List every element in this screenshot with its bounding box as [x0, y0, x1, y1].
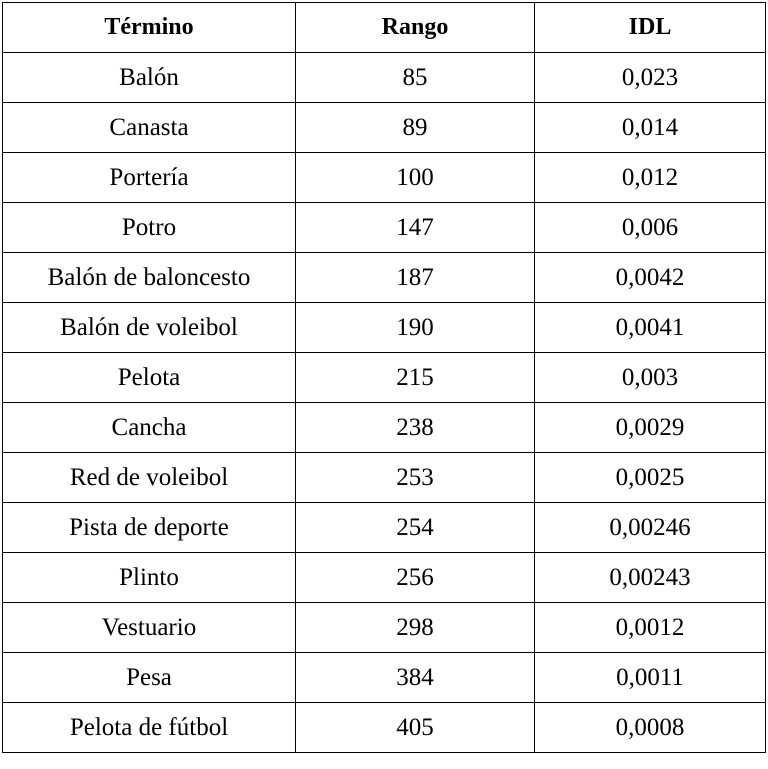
cell-rango: 384 [296, 653, 535, 703]
cell-rango: 256 [296, 553, 535, 603]
table-row [3, 253, 766, 303]
cell-idl: 0,014 [535, 103, 766, 153]
cell-idl: 0,012 [535, 153, 766, 203]
terms-table [2, 2, 766, 753]
cell-rango: 187 [296, 253, 535, 303]
cell-idl: 0,00246 [535, 503, 766, 553]
cell-rango: 215 [296, 353, 535, 403]
cell-termino: Vestuario [3, 603, 296, 653]
cell-rango: 147 [296, 203, 535, 253]
cell-termino: Pesa [3, 653, 296, 703]
cell-rango: 85 [296, 53, 535, 103]
cell-idl: 0,0011 [535, 653, 766, 703]
cell-rango: 89 [296, 103, 535, 153]
cell-idl: 0,0042 [535, 253, 766, 303]
cell-termino: Potro [3, 203, 296, 253]
cell-termino: Cancha [3, 403, 296, 453]
table-row [3, 203, 766, 253]
cell-idl: 0,0025 [535, 453, 766, 503]
table-row [3, 153, 766, 203]
cell-idl: 0,0012 [535, 603, 766, 653]
table-row [3, 53, 766, 103]
data-table-container [2, 2, 766, 753]
cell-idl: 0,0029 [535, 403, 766, 453]
cell-rango: 405 [296, 703, 535, 753]
table-row [3, 453, 766, 503]
header-rango: Rango [296, 3, 535, 53]
cell-idl: 0,023 [535, 53, 766, 103]
table-row [3, 403, 766, 453]
table-row [3, 603, 766, 653]
cell-rango: 238 [296, 403, 535, 453]
cell-termino: Balón de baloncesto [3, 253, 296, 303]
cell-termino: Balón de voleibol [3, 303, 296, 353]
cell-rango: 254 [296, 503, 535, 553]
cell-termino: Pelota [3, 353, 296, 403]
cell-idl: 0,003 [535, 353, 766, 403]
table-row [3, 103, 766, 153]
table-row [3, 303, 766, 353]
header-termino: Término [3, 3, 296, 53]
cell-termino: Canasta [3, 103, 296, 153]
cell-idl: 0,00243 [535, 553, 766, 603]
cell-rango: 298 [296, 603, 535, 653]
cell-rango: 190 [296, 303, 535, 353]
cell-idl: 0,006 [535, 203, 766, 253]
cell-idl: 0,0008 [535, 703, 766, 753]
table-header-row [3, 3, 766, 53]
cell-rango: 100 [296, 153, 535, 203]
table-row [3, 353, 766, 403]
cell-termino: Pista de deporte [3, 503, 296, 553]
table-row [3, 703, 766, 753]
cell-rango: 253 [296, 453, 535, 503]
cell-termino: Balón [3, 53, 296, 103]
cell-termino: Portería [3, 153, 296, 203]
cell-idl: 0,0041 [535, 303, 766, 353]
table-row [3, 653, 766, 703]
table-row [3, 553, 766, 603]
cell-termino: Plinto [3, 553, 296, 603]
cell-termino: Pelota de fútbol [3, 703, 296, 753]
cell-termino: Red de voleibol [3, 453, 296, 503]
header-idl: IDL [535, 3, 766, 53]
table-row [3, 503, 766, 553]
